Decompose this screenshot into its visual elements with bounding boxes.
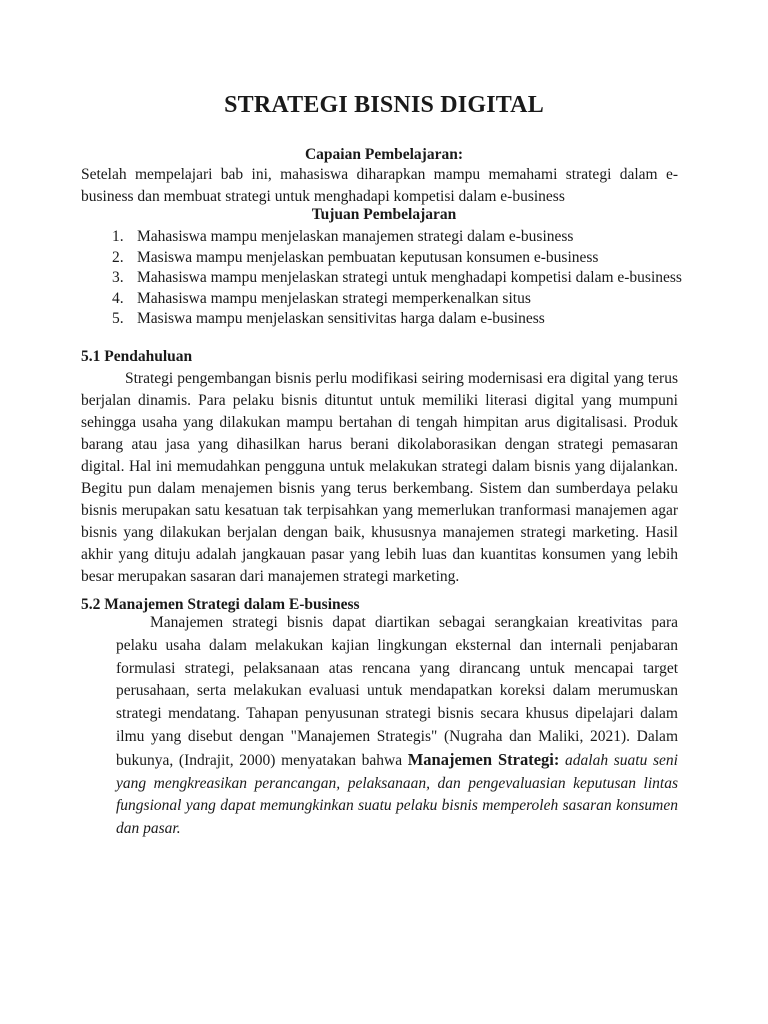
defined-term: Manajemen Strategi: xyxy=(407,749,560,769)
list-item-number: 2. xyxy=(112,248,124,266)
section-body-pendahuluan xyxy=(81,368,678,588)
list-item-text: Masiswa mampu menjelaskan sensitivitas harga dalam e-business xyxy=(137,310,545,327)
capaian-heading: Capaian Pembelajaran: xyxy=(304,146,463,163)
list-item-text: Masiswa mampu menjelaskan pembuatan keputusan konsumen e-business xyxy=(137,248,599,266)
section-heading-manajemen-strategi: 5.2 Manajemen Strategi dalam E-business xyxy=(81,596,360,613)
tujuan-heading: Tujuan Pembelajaran xyxy=(311,206,457,223)
list-item-number: 4. xyxy=(112,289,124,307)
list-item-number: 1. xyxy=(112,228,124,245)
definition-quote: adalah suatu seni yang mengkreasikan perancangan, pelaksanaan, dan pengevaluasian keputusan lintas fungsional yang dapat memungkinkan suatu pelaku bisnis memperoleh sasaran konsumen dan pasar. xyxy=(116,751,678,838)
list-item-number: 5. xyxy=(112,310,124,327)
section-body-manajemen-strategi xyxy=(116,612,678,841)
capaian-text: Setelah mempelajari bab ini, mahasiswa diharapkan mampu memahami strategi dalam e-business dan membuat strategi untuk menghadapi kompetisi dalam e-business xyxy=(81,166,678,205)
list-item-number: 3. xyxy=(112,269,124,286)
page-title: STRATEGI BISNIS DIGITAL xyxy=(224,92,544,118)
list-item-text: Mahasiswa mampu menjelaskan manajemen strategi dalam e-business xyxy=(137,228,574,245)
paragraph-text: Manajemen strategi bisnis dapat diartikan sebagai serangkaian kreativitas para pelaku usaha dalam melakukan kajian lingkungan eksternal dan internali penjabaran formulasi strategi, pelaksanaan atas rencana yang dirancang untuk mencapai target perusahaan, serta melakukan evaluasi untuk mendapatkan koreksi dalam merumuskan strategi mendatang. Tahapan penyusunan strategi bisnis secara khusus dipelajari dalam ilmu yang disebut dengan "Manajemen Strategis" (Nugraha dan Maliki, 2021). Dalam bukunya, (Indrajit, 2000) menyatakan bahwa xyxy=(116,614,678,769)
list-item-text: Mahasiswa mampu menjelaskan strategi untuk menghadapi kompetisi dalam e-business xyxy=(137,269,682,286)
list-item-text: Mahasiswa mampu menjelaskan strategi memperkenalkan situs xyxy=(137,289,531,307)
paragraph-text: Strategi pengembangan bisnis perlu modifikasi seiring modernisasi era digital yang terus berjalan dinamis. Para pelaku bisnis dituntut untuk memiliki literasi digital yang mumpuni sehingga usaha yang dilakukan mampu bertahan di tengah himpitan arus digitalisasi. Produk barang atau jasa yang dihasilkan harus berani dikolaborasikan dengan strategi pemasaran digital. Hal ini memudahkan pengguna untuk melakukan strategi dalam bisnis yang dijalankan. Begitu pun dalam menajemen bisnis yang terus berkembang. Sistem dan sumberdaya pelaku bisnis merupakan satu kesatuan tak terpisahkan yang memerlukan tranformasi manajemen agar bisnis yang dilakukan berjalan dengan baik, khususnya manajemen strategi marketing. Hasil akhir yang dituju adalah jangkauan pasar yang lebih luas dan kuantitas konsumen yang lebih besar merupakan sasaran dari manajemen strategi marketing. xyxy=(81,370,678,585)
section-heading-pendahuluan: 5.1 Pendahuluan xyxy=(81,348,193,365)
